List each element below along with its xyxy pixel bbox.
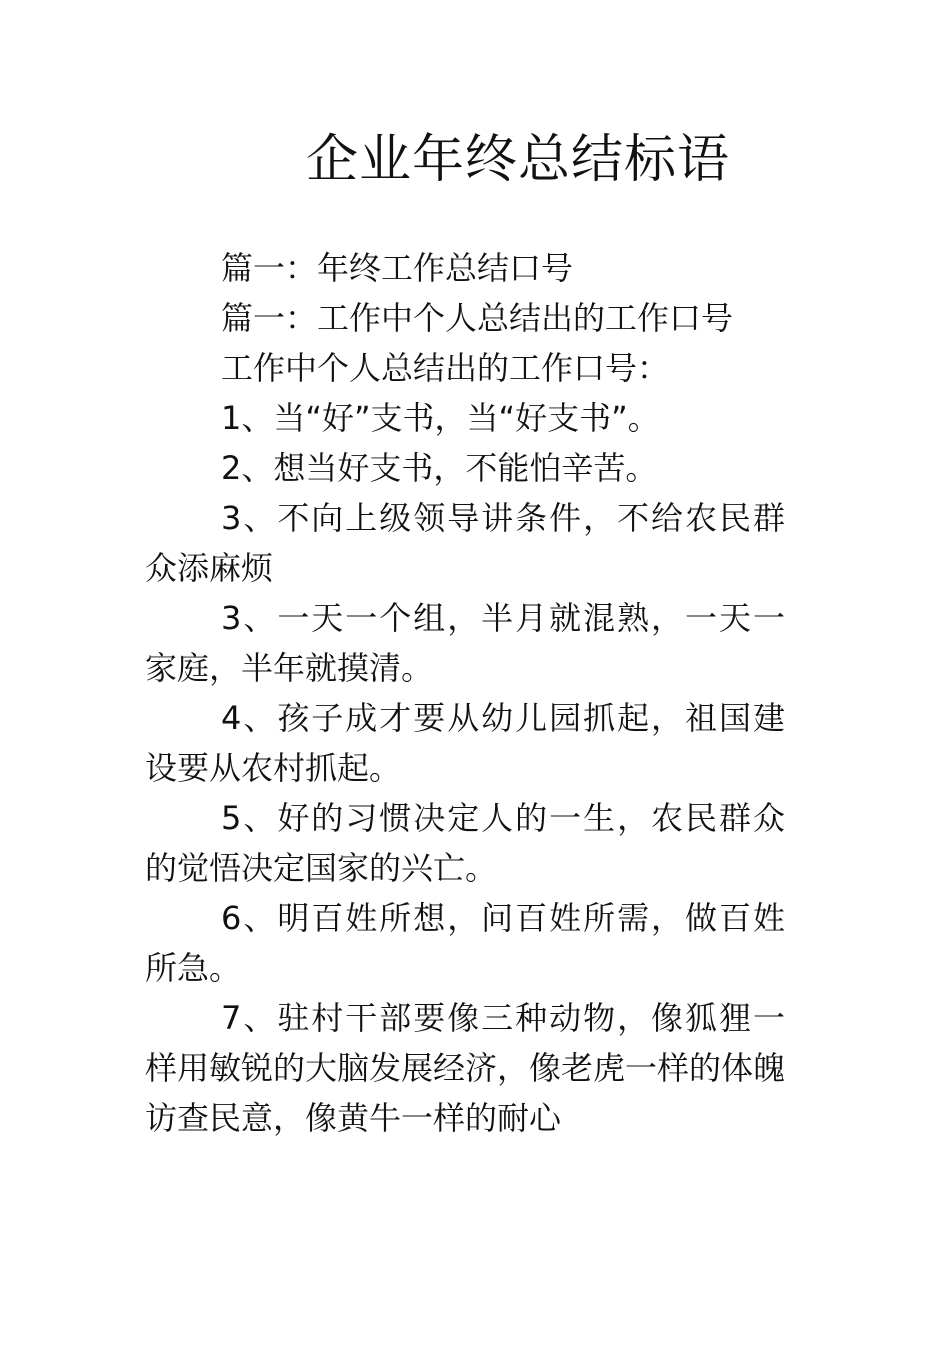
slogan-item-3a: 3、不向上级领导讲条件，不给农民群众添麻烦 xyxy=(145,499,785,587)
slogan-item-7: 7、驻村干部要像三种动物，像狐狸一样用敏锐的大脑发展经济，像老虎一样的体魄访查民意，像黄牛一样的耐心 xyxy=(145,999,786,1137)
document-body xyxy=(145,243,785,1143)
slogan-item-3b: 3、一天一个组，半月就混熟，一天一家庭，半年就摸清。 xyxy=(145,599,785,687)
paragraph-intro: 工作中个人总结出的工作口号： xyxy=(221,349,670,387)
slogan-item-6: 6、明百姓所想，问百姓所需，做百姓所急。 xyxy=(145,899,785,987)
slogan-item-4: 4、孩子成才要从幼儿园抓起，祖国建设要从农村抓起。 xyxy=(145,699,785,787)
paragraph-heading-2: 篇一：工作中个人总结出的工作口号 xyxy=(221,299,734,337)
slogan-item-2: 2、想当好支书，不能怕辛苦。 xyxy=(221,449,658,487)
slogan-item-5: 5、好的习惯决定人的一生，农民群众的觉悟决定国家的兴亡。 xyxy=(145,799,785,887)
document-title: 企业年终总结标语 xyxy=(305,130,730,190)
slogan-item-1: 1、当“好”支书，当“好支书”。 xyxy=(221,399,660,437)
paragraph-heading-1: 篇一：年终工作总结口号 xyxy=(221,249,574,287)
